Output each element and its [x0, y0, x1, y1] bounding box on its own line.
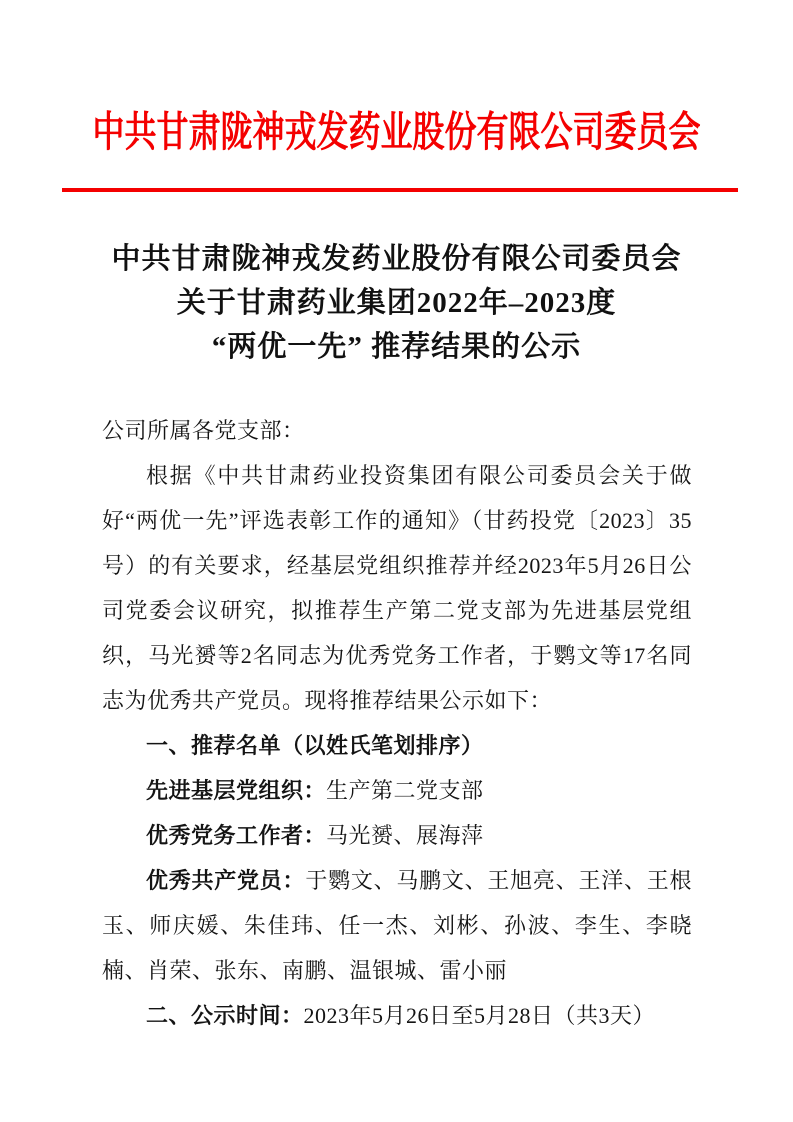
recommendation-party-members	[102, 858, 692, 993]
document-title-line3: “两优一先” 推荐结果的公示	[211, 331, 582, 363]
recommendation-label-advanced-branch: 先进基层党组织：	[146, 778, 327, 803]
recommendation-advanced-branch	[102, 768, 692, 813]
letterhead-title: 中共甘肃陇神戎发药业股份有限公司委员会	[92, 108, 701, 155]
document-title-line1: 中共甘肃陇神戎发药业股份有限公司委员会	[111, 243, 682, 275]
section-2-label: 二、公示时间：	[146, 1003, 304, 1028]
recommendation-label-party-workers: 优秀党务工作者：	[146, 823, 327, 848]
document-title-line2: 关于甘肃药业集团2022年–2023度	[176, 287, 617, 319]
recommendation-label-party-members: 优秀共产党员：	[146, 868, 306, 893]
document-title	[0, 237, 793, 369]
section-1-heading: 一、推荐名单（以姓氏笔划排序）	[146, 733, 484, 758]
recommendation-value-party-members: 于鹦文、马鹏文、王旭亮、王洋、王根玉、师庆媛、朱佳玮、任一杰、刘彬、孙波、李生、李晓楠、肖荣、张东、南鹏、温银城、雷小丽	[102, 868, 692, 983]
recommendation-party-workers	[102, 813, 692, 858]
letterhead-divider	[62, 188, 738, 192]
recommendation-value-party-workers: 马光赟、展海萍	[326, 823, 484, 848]
recommendation-value-advanced-branch: 生产第二党支部	[326, 778, 484, 803]
section-2-publicity-period	[102, 993, 692, 1038]
section-2-value: 2023年5月26日至5月28日（共3天）	[303, 1003, 656, 1028]
intro-paragraph: 根据《中共甘肃药业投资集团有限公司委员会关于做好“两优一先”评选表彰工作的通知》（甘药投党〔2023〕35号）的有关要求，经基层党组织推荐并经2023年5月26日公司党委会议研究，拟推荐生产第二党支部为先进基层党组织，马光赟等2名同志为优秀党务工作者，于鹦文等17名同志为优秀共产党员。现将推荐结果公示如下：	[102, 463, 692, 713]
salutation: 公司所属各党支部：	[102, 418, 305, 443]
document-body	[102, 408, 692, 1038]
